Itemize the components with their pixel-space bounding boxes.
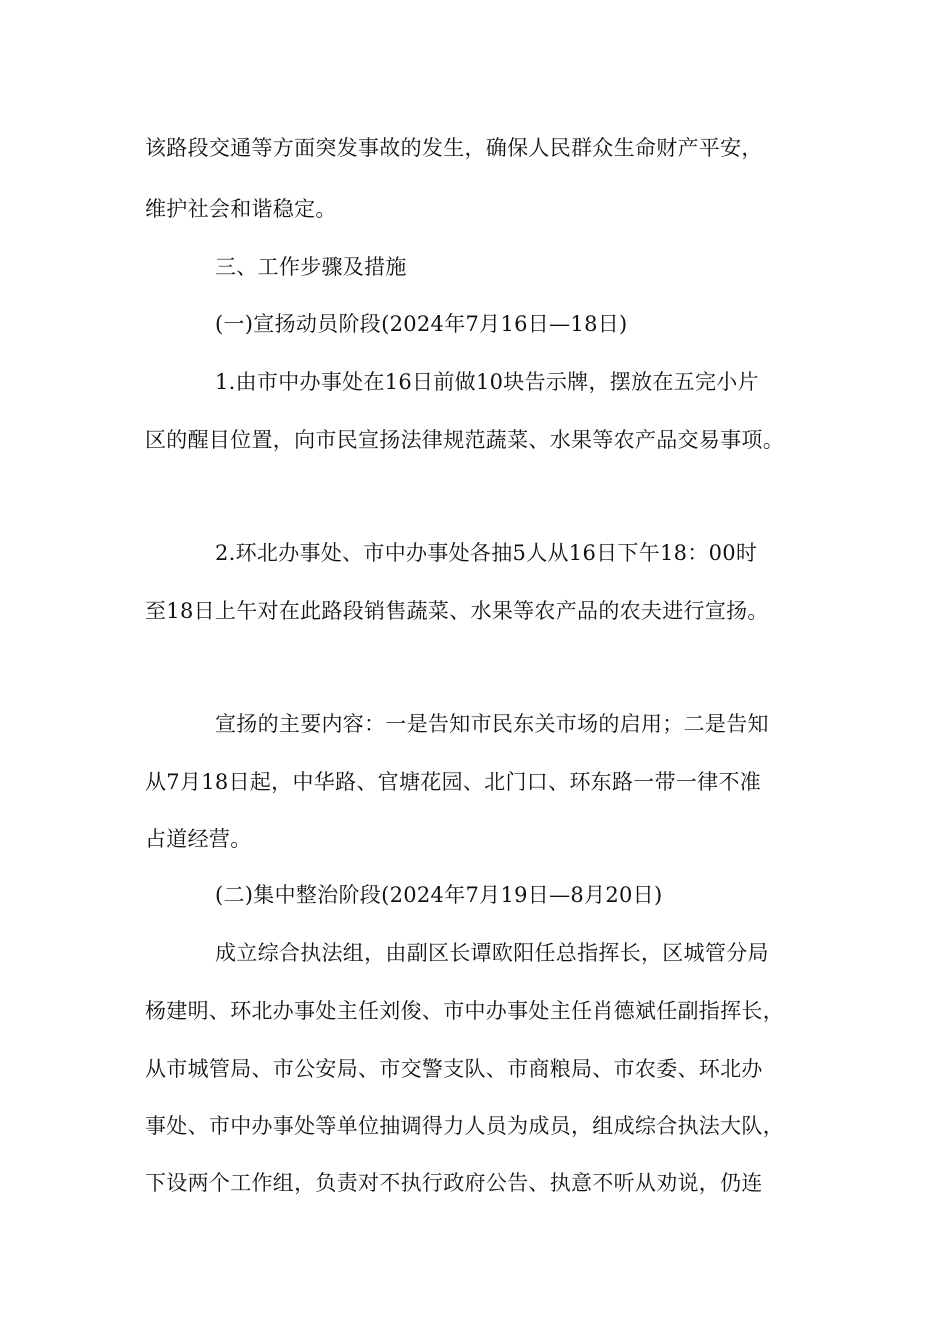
subsection-heading: (二)集中整治阶段(2024年7月19日—8月20日) (215, 883, 663, 907)
paragraph-line: 至18日上午对在此路段销售蔬菜、水果等农产品的农夫进行宣扬。 (145, 599, 769, 623)
subsection-heading: (一)宣扬动员阶段(2024年7月16日—18日) (215, 312, 628, 336)
paragraph-line: 宣扬的主要内容：一是告知市民东关市场的启用；二是告知 (215, 712, 769, 736)
paragraph-line: 区的醒目位置，向市民宣扬法律规范蔬菜、水果等农产品交易事项。 (145, 428, 784, 452)
section-heading: 三、工作步骤及措施 (215, 255, 407, 279)
paragraph-line: 杨建明、环北办事处主任刘俊、市中办事处主任肖德斌任副指挥长， (145, 999, 784, 1023)
paragraph-line: 维护社会和谐稳定。 (145, 197, 337, 221)
paragraph-line: 1.由市中办事处在16日前做10块告示牌，摆放在五完小片 (215, 370, 759, 394)
paragraph-line: 从市城管局、市公安局、市交警支队、市商粮局、市农委、环北办 (145, 1057, 763, 1081)
paragraph-line: 事处、市中办事处等单位抽调得力人员为成员，组成综合执法大队， (145, 1114, 784, 1138)
paragraph-line: 占道经营。 (145, 827, 252, 851)
paragraph-line: 该路段交通等方面突发事故的发生，确保人民群众生命财产平安， (145, 136, 763, 160)
paragraph-line: 2.环北办事处、市中办事处各抽5人从16日下午18：00时 (215, 541, 758, 565)
paragraph-line: 从7月18日起，中华路、官塘花园、北门口、环东路一带一律不准 (145, 770, 762, 794)
paragraph-line: 成立综合执法组，由副区长谭欧阳任总指挥长，区城管分局 (215, 941, 769, 965)
paragraph-line: 下设两个工作组，负责对不执行政府公告、执意不听从劝说，仍连 (145, 1171, 763, 1195)
